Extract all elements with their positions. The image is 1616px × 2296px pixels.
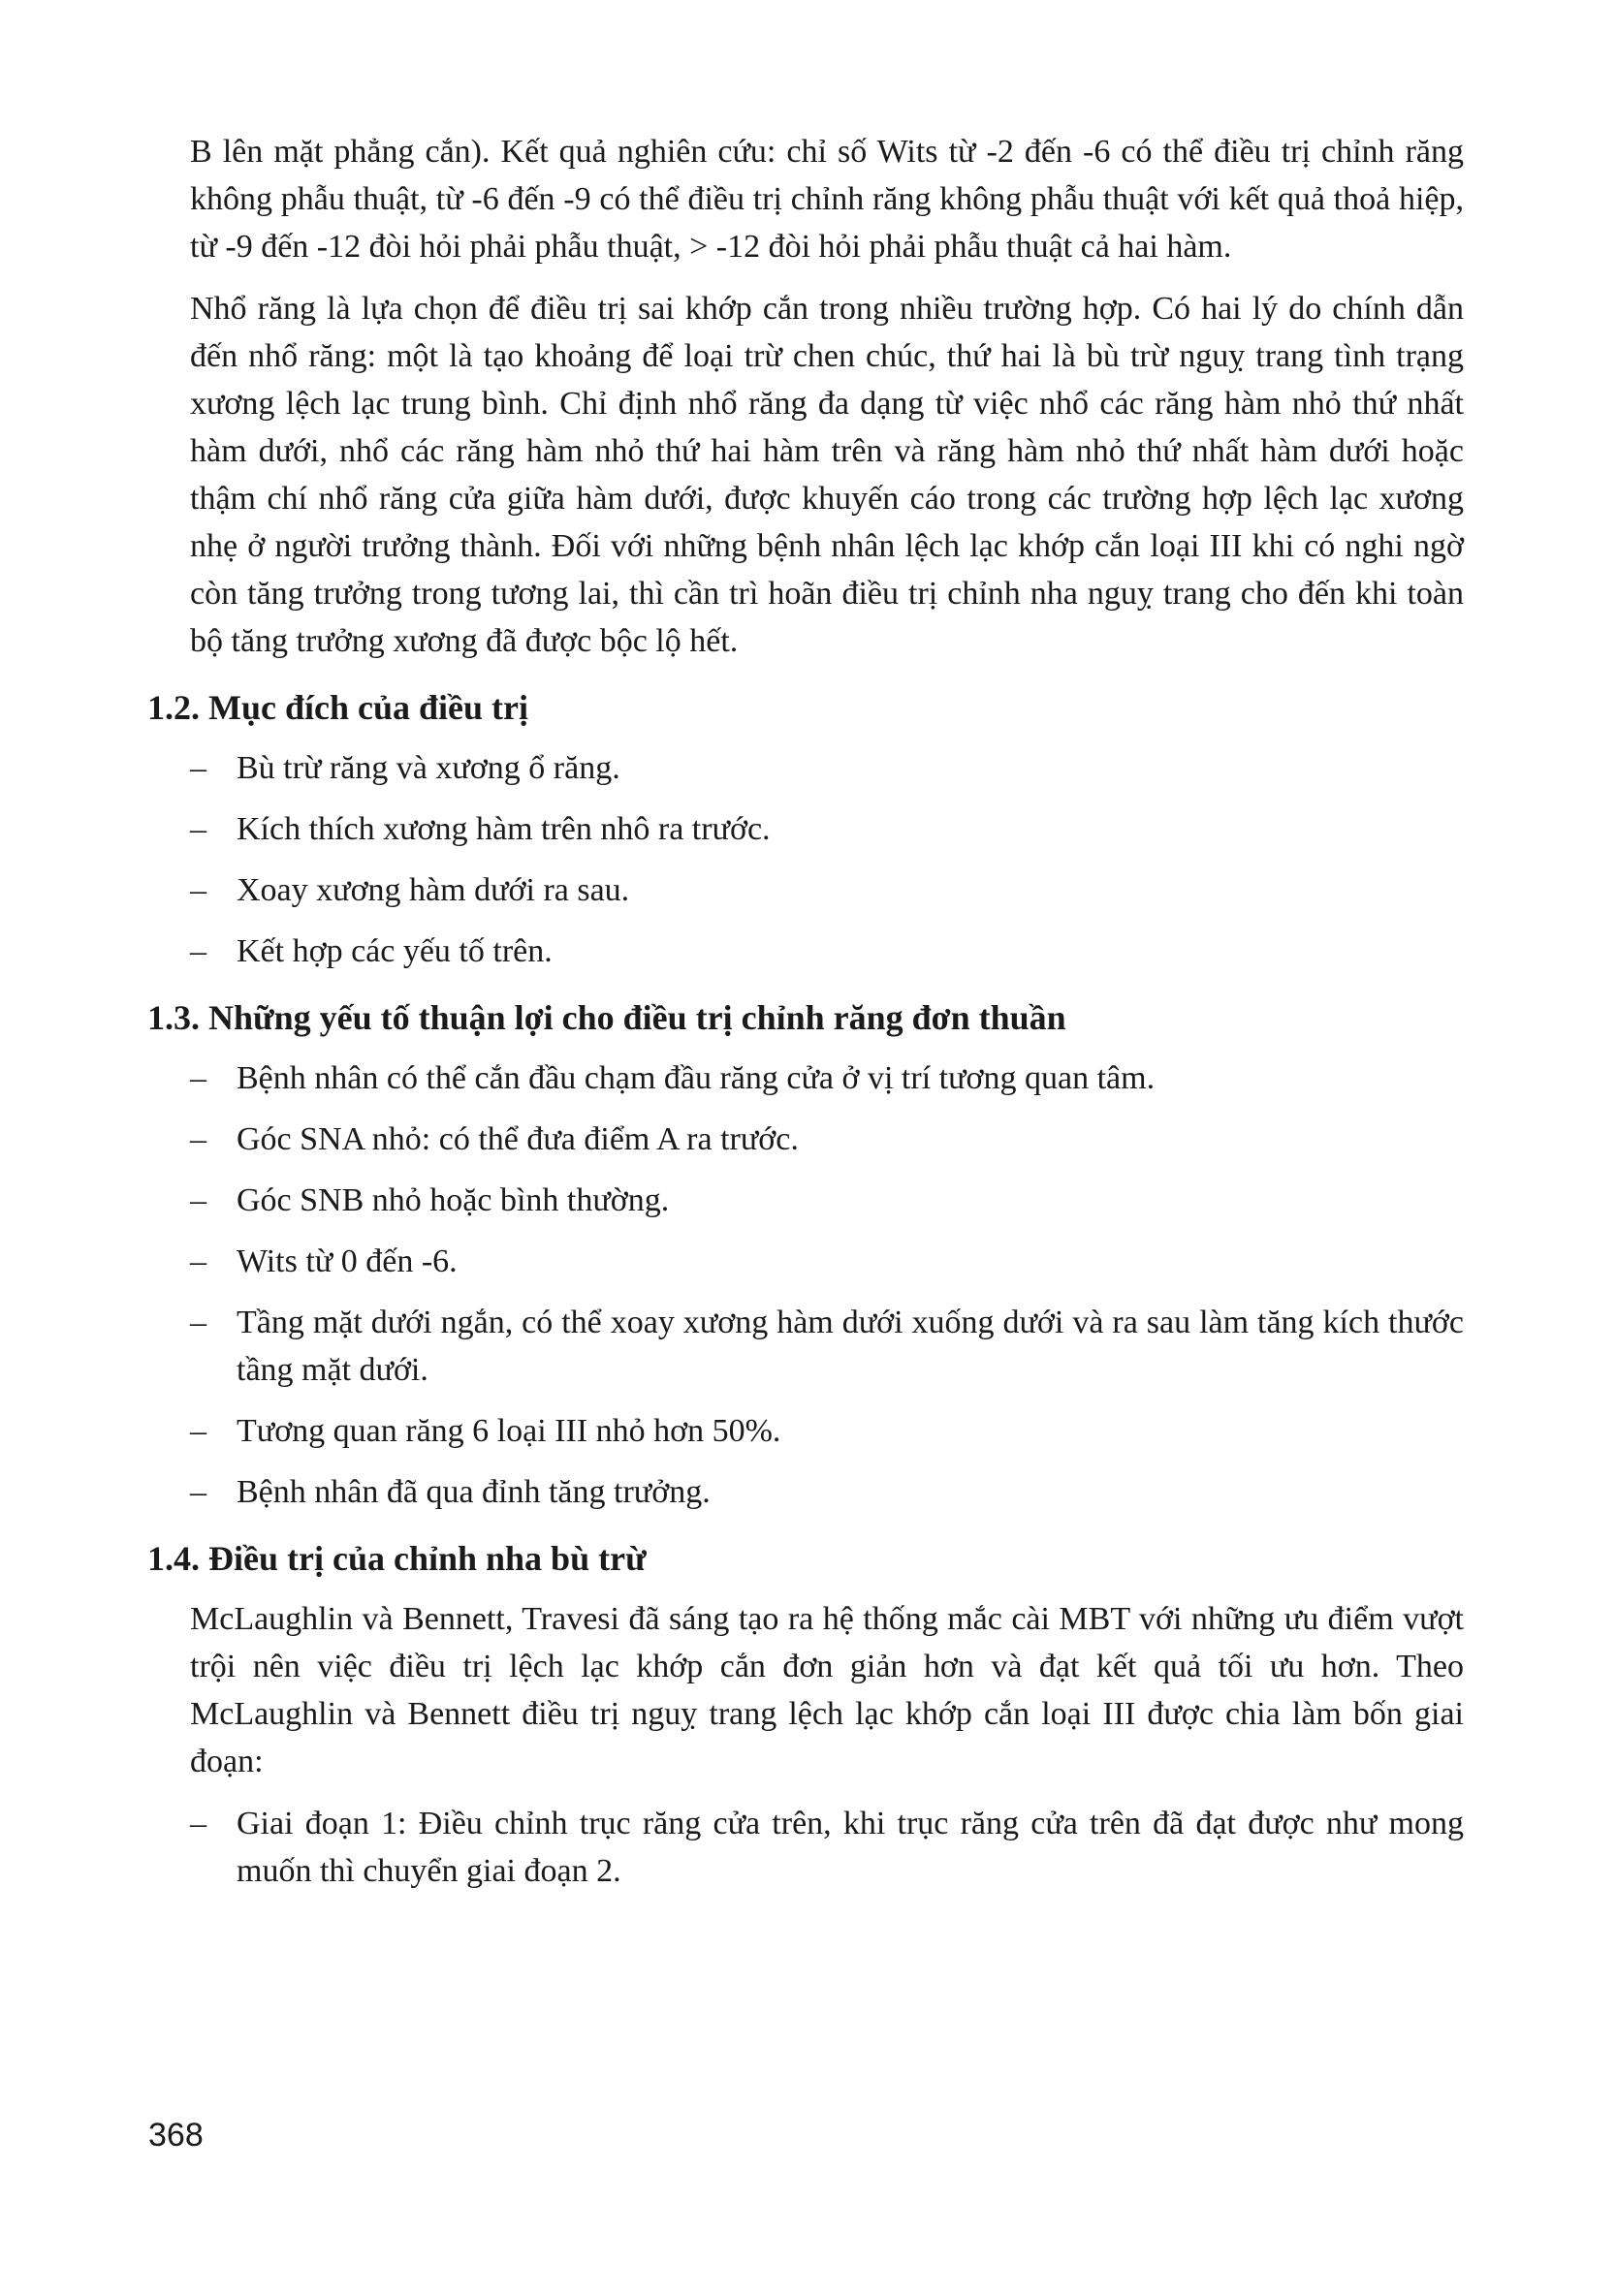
list-item-text: Kích thích xương hàm trên nhô ra trước. xyxy=(237,811,771,847)
list-item-text: Tương quan răng 6 loại III nhỏ hơn 50%. xyxy=(237,1413,781,1449)
dash-marker: – xyxy=(190,1413,206,1449)
dash-marker: – xyxy=(190,1474,206,1510)
heading-1-2: 1.2. Mục đích của điều trị xyxy=(147,688,528,727)
list-item xyxy=(190,805,1464,853)
dash-marker: – xyxy=(190,1121,206,1157)
list-item-text: Góc SNA nhỏ: có thể đưa điểm A ra trước. xyxy=(237,1121,799,1157)
list-item-text: Tầng mặt dưới ngắn, có thể xoay xương hàm dưới xuống dưới và ra sau làm tăng kích thước tầng mặt dưới. xyxy=(237,1305,1464,1388)
page-number: 368 xyxy=(148,2117,204,2154)
list-treatment-goals xyxy=(190,744,1464,975)
list-item xyxy=(190,1468,1464,1516)
dash-marker: – xyxy=(190,872,206,908)
list-item xyxy=(190,1800,1464,1895)
page-body xyxy=(147,128,1464,1908)
list-item xyxy=(190,866,1464,914)
list-item-text: Bệnh nhân có thể cắn đầu chạm đầu răng cửa ở vị trí tương quan tâm. xyxy=(237,1060,1156,1096)
dash-marker: – xyxy=(190,933,206,969)
dash-marker: – xyxy=(190,1243,206,1279)
list-item xyxy=(190,1177,1464,1224)
list-item-text: Kết hợp các yếu tố trên. xyxy=(237,933,553,969)
paragraph-tooth-extraction: Nhổ răng là lựa chọn để điều trị sai khớp cắn trong nhiều trường hợp. Có hai lý do chính dẫn đến nhổ răng: một là tạo khoảng để loại trừ chen chúc, thứ hai là bù trừ nguỵ trang tình trạng xương lệch lạc trung bình. Chỉ định nhổ răng đa dạng từ việc nhổ các răng hàm nhỏ thứ nhất hàm dưới, nhổ các răng hàm nhỏ thứ hai hàm trên và răng hàm nhỏ thứ nhất hàm dưới hoặc thậm chí nhổ răng cửa giữa hàm dưới, được khuyến cáo trong các trường hợp lệch lạc xương nhẹ ở người trưởng thành. Đối với những bệnh nhân lệch lạc khớp cắn loại III khi có nghi ngờ còn tăng trưởng trong tương lai, thì cần trì hoãn điều trị chỉnh nha nguỵ trang cho đến khi toàn bộ tăng trưởng xương đã được bộc lộ hết. xyxy=(190,291,1464,659)
list-item-text: Xoay xương hàm dưới ra sau. xyxy=(237,872,630,908)
list-item xyxy=(190,1238,1464,1285)
list-item xyxy=(190,744,1464,792)
list-item xyxy=(190,1054,1464,1102)
list-item-text: Wits từ 0 đến -6. xyxy=(237,1243,458,1279)
list-item-text: Bệnh nhân đã qua đỉnh tăng trưởng. xyxy=(237,1474,711,1510)
list-item xyxy=(190,928,1464,975)
dash-marker: – xyxy=(190,1806,206,1841)
dash-marker: – xyxy=(190,1060,206,1096)
dash-marker: – xyxy=(190,811,206,847)
dash-marker: – xyxy=(190,750,206,786)
dash-marker: – xyxy=(190,1182,206,1218)
heading-1-4: 1.4. Điều trị của chỉnh nha bù trừ xyxy=(147,1539,647,1578)
paragraph-mbt-system: McLaughlin và Bennett, Travesi đã sáng tạo ra hệ thống mắc cài MBT với những ưu điểm vượt trội nên việc điều trị lệch lạc khớp cắn đơn giản hơn và đạt kết quả tối ưu hơn. Theo McLaughlin và Bennett điều trị nguỵ trang lệch lạc khớp cắn loại III được chia làm bốn giai đoạn: xyxy=(190,1601,1464,1779)
dash-marker: – xyxy=(190,1305,206,1340)
list-item xyxy=(190,1299,1464,1394)
list-item xyxy=(190,1407,1464,1455)
list-item-text: Góc SNB nhỏ hoặc bình thường. xyxy=(237,1182,670,1218)
paragraph-wits-results: B lên mặt phẳng cắn). Kết quả nghiên cứu: chỉ số Wits từ -2 đến -6 có thể điều trị chỉnh răng không phẫu thuật, từ -6 đến -9 có thể điều trị chỉnh răng không phẫu thuật với kết quả thoả hiệp, từ -9 đến -12 đòi hỏi phải phẫu thuật, > -12 đòi hỏi phải phẫu thuật cả hai hàm. xyxy=(190,134,1464,265)
list-item-text: Giai đoạn 1: Điều chỉnh trục răng cửa trên, khi trục răng cửa trên đã đạt được như mong muốn thì chuyển giai đoạn 2. xyxy=(237,1806,1464,1889)
list-item-text: Bù trừ răng và xương ổ răng. xyxy=(237,750,620,786)
list-favorable-factors xyxy=(190,1054,1464,1516)
list-treatment-stages xyxy=(190,1800,1464,1895)
list-item xyxy=(190,1116,1464,1163)
heading-1-3: 1.3. Những yếu tố thuận lợi cho điều trị chỉnh răng đơn thuần xyxy=(147,998,1066,1037)
